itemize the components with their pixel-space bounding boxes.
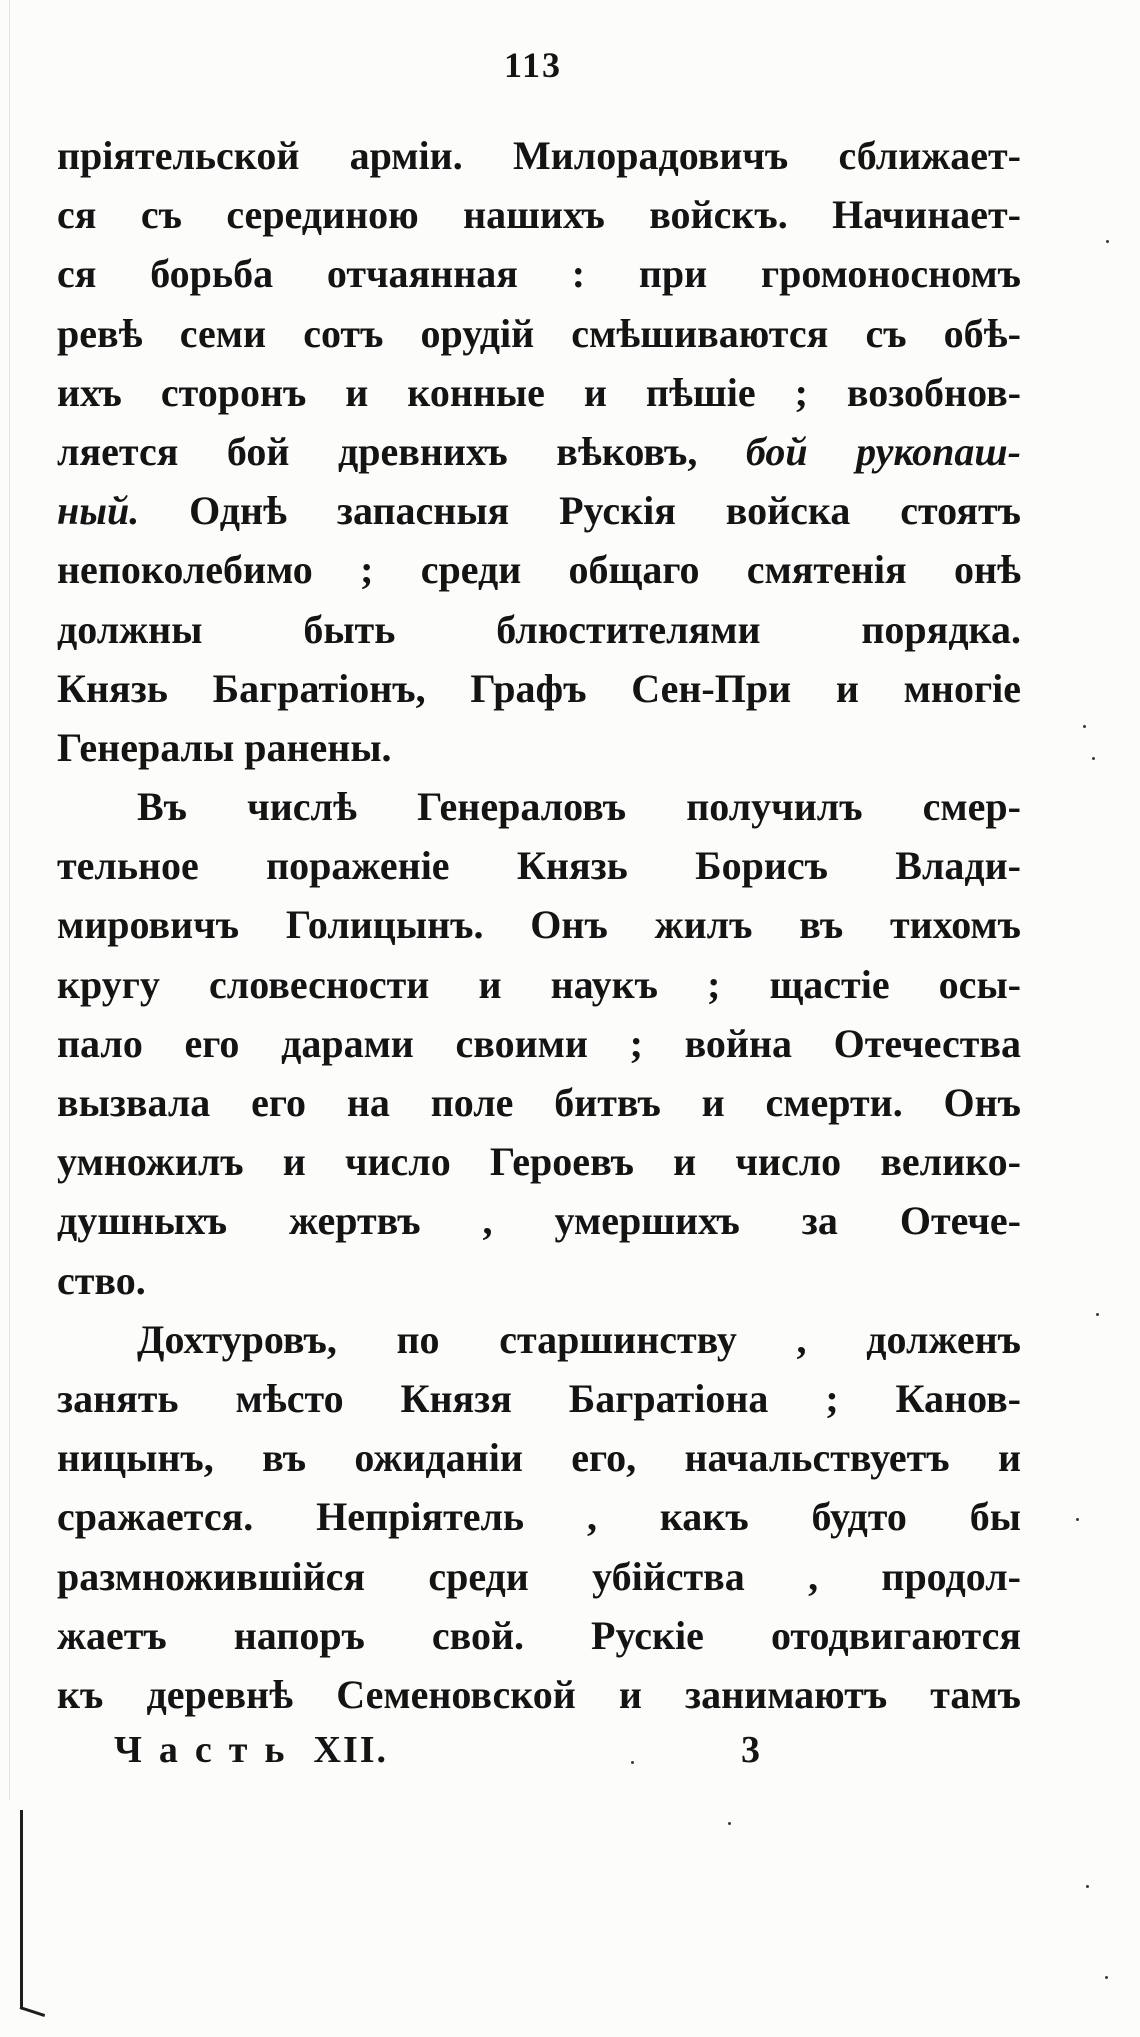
- paragraph-1: [57, 126, 1021, 777]
- text-line: Въ числѣ Генераловъ получилъ смер-: [137, 784, 1021, 830]
- text-line: должны быть блюстителями порядка.: [57, 606, 1021, 652]
- text-line: ихъ сторонъ и конные и пѣшіе ; возобнов-: [57, 369, 1021, 415]
- page-edge-line: [20, 1810, 23, 2010]
- page-number: 113: [503, 45, 562, 85]
- text-line: [57, 422, 1021, 481]
- text-line: къ деревнѣ Семеновской и занимаютъ тамъ: [57, 1671, 1021, 1717]
- part-label: Часть: [114, 1729, 302, 1771]
- speck: [1076, 1518, 1079, 1521]
- speck: [1086, 1885, 1089, 1888]
- text-line: ся борьба отчаянная : при громоносномъ: [57, 251, 1021, 297]
- speck: [631, 1761, 634, 1764]
- text-line: непоколебимо ; среди общаго смятенія онѣ: [57, 547, 1021, 593]
- text-line: пало его дарами своими ; война Отечества: [57, 1020, 1021, 1066]
- text-line: ся съ серединою нашихъ войскъ. Начинает-: [57, 192, 1021, 238]
- part-number: XII.: [313, 1729, 389, 1771]
- text-line: [57, 481, 1021, 540]
- text-line: кругу словесности и наукъ ; щастіе осы-: [57, 961, 1021, 1007]
- page-body: [57, 126, 1021, 1724]
- text-line: сражается. Непріятель , какъ будто бы: [57, 1494, 1021, 1540]
- text-line: тельное пораженіе Князь Борисъ Влади-: [57, 843, 1021, 889]
- italic-segment: ный.: [57, 488, 140, 534]
- speck: [1105, 1976, 1108, 1979]
- text-line: размножившійся среди убійства , продол-: [57, 1553, 1021, 1599]
- text-line: ство.: [57, 1257, 146, 1303]
- text-line: Дохтуровъ, по старшинству , долженъ: [137, 1316, 1021, 1362]
- speck: [1106, 240, 1109, 243]
- speck: [1083, 725, 1086, 728]
- speck: [1096, 1313, 1099, 1316]
- text-line: Князь Багратіонъ, Графъ Сен-При и многіе: [57, 665, 1021, 711]
- text-line: занять мѣсто Князя Багратіона ; Канов-: [57, 1375, 1021, 1421]
- text-line: пріятельской арміи. Милорадовичъ сближает-: [57, 133, 1021, 178]
- text-segment: ляется бой древнихъ вѣковъ,: [57, 428, 698, 474]
- paragraph-2: [57, 777, 1021, 1310]
- speck: [1092, 757, 1095, 760]
- text-line: Генералы ранены.: [57, 724, 392, 770]
- page-edge-curve: [20, 2006, 46, 2017]
- text-line: ревѣ семи сотъ орудій смѣшиваются съ обѣ-: [57, 310, 1021, 356]
- printer-signature-mark: 3: [741, 1729, 760, 1771]
- text-line: ницынъ, въ ожиданіи его, начальствуетъ и: [57, 1435, 1021, 1481]
- page-edge-shadow: [9, 0, 10, 1800]
- text-segment: Однѣ запасныя Рускія войска стоятъ: [189, 488, 1022, 534]
- paragraph-3: [57, 1310, 1021, 1724]
- text-line: жаетъ напоръ свой. Рускіе отодвигаются: [57, 1612, 1021, 1658]
- italic-segment: бой рукопаш-: [745, 428, 1022, 474]
- signature-line: [114, 1720, 388, 1780]
- text-line: мировичъ Голицынъ. Онъ жилъ въ тихомъ: [57, 902, 1021, 948]
- text-line: вызвала его на поле битвъ и смерти. Онъ: [57, 1080, 1021, 1125]
- speck: [728, 1822, 731, 1825]
- text-line: душныхъ жертвъ , умершихъ за Отече-: [57, 1198, 1021, 1244]
- text-line: умножилъ и число Героевъ и число велико-: [57, 1139, 1021, 1185]
